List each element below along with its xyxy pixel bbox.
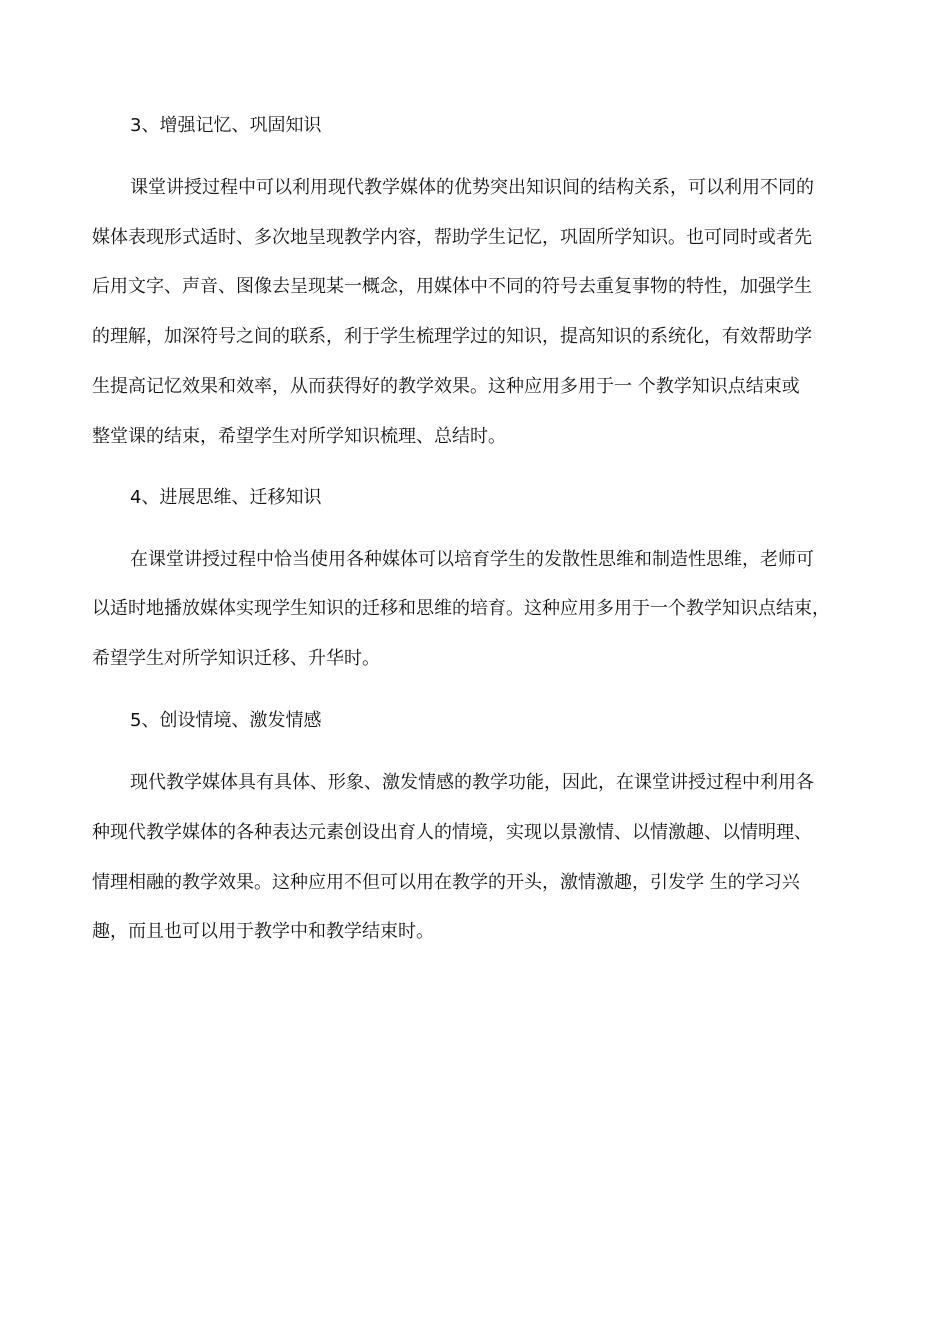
paragraph-line: 趣，而且也可以用于教学中和教学结束时。 [92,921,434,942]
section-heading: 3、增强记忆、巩固知识 [130,115,322,136]
paragraph-line: 媒体表现形式适时、多次地呈现教学内容，帮助学生记忆，巩固所学知识。也可同时或者先 [92,227,812,248]
section-heading: 5、创设情境、激发情感 [130,710,322,731]
paragraph-line: 种现代教学媒体的各种表达元素创设出育人的情境，实现以景激情、以情激趣、以情明理、 [92,822,812,843]
paragraph-line: 在课堂讲授过程中恰当使用各种媒体可以培育学生的发散性思维和制造性思维，老师可 [130,549,814,570]
paragraph-line: 以适时地播放媒体实现学生知识的迁移和思维的培育。这种应用多用于一个教学知识点结束， [92,598,830,619]
paragraph-line: 课堂讲授过程中可以利用现代教学媒体的优势突出知识间的结构关系，可以利用不同的 [130,177,814,198]
paragraph-line: 情理相融的教学效果。这种应用不但可以用在教学的开头，激情激趣，引发学 生的学习兴 [92,872,800,893]
paragraph-line: 后用文字、声音、图像去呈现某一概念，用媒体中不同的符号去重复事物的特性，加强学生 [92,276,812,297]
paragraph-line: 的理解，加深符号之间的联系，利于学生梳理学过的知识，提高知识的系统化，有效帮助学 [92,326,812,347]
section-heading: 4、进展思维、迁移知识 [130,487,322,508]
paragraph-line: 现代教学媒体具有具体、形象、激发情感的教学功能，因此，在课堂讲授过程中利用各 [130,772,814,793]
paragraph-line: 希望学生对所学知识迁移、升华时。 [92,648,380,669]
paragraph-line: 生提高记忆效果和效率，从而获得好的教学效果。这种应用多用于一 个教学知识点结束或 [92,376,800,397]
paragraph-line: 整堂课的结束，希望学生对所学知识梳理、总结时。 [92,426,506,447]
